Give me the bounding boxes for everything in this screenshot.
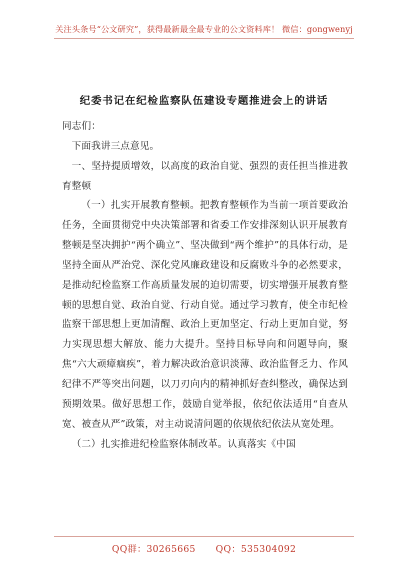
paragraph: 下面我讲三点意见。: [71, 140, 160, 152]
document-title: 纪委书记在纪检监察队伍建设专题推进会上的讲话: [79, 95, 329, 107]
footer-qq-group: QQ群：30265665: [111, 544, 196, 555]
paragraph: （二）扎实推进纪检监察体制改革。认真落实《中国: [71, 438, 296, 450]
section-heading: 一、坚持提质增效，以高度的政治自觉、强烈的责任担当推进教育整顿: [62, 160, 348, 192]
paragraph: （一）扎实开展教育整顿。把教育整顿作为当前一项首要政治任务，全面贯彻党中央决策部署和省委工作安排深刻认识开展教育整顿是坚决拥护“两个确立”、坚决做到“两个维护”的具体行动，是坚持全面从严治党、深化党风廉政建设和反腐败斗争的必然要求，是推动纪检监察工作高质量发展的迫切需要，切实增强开展教育整顿的思想自觉、政治自觉、行动自觉。通过学习教育，使全市纪检监察干部思想上更加清醒、政治上更加坚定、行动上更加自觉，努力实现思想大解放、能力大提升。坚持目标导向和问题导向，聚焦“六大顽瘴痼疾”，着力解决政治意识淡薄、政治监督乏力、作风纪律不严等突出问题，以刀刃向内的精神抓好查纠整改，确保达到预期效果。做好思想工作，鼓励自觉举报，依纪依法适用“自查从宽、被查从严”政策，对主动说清问题的依规依纪依法从宽处理。: [62, 200, 348, 430]
header-divider: [54, 38, 354, 39]
header-banner: 关注头条号“公文研究”，获得最新最全最专业的公文资料库！ 微信：gongwenyj: [55, 24, 353, 34]
footer-divider: [54, 536, 354, 537]
footer-qq: QQ：535304092: [215, 544, 297, 555]
salutation: 同志们：: [62, 121, 101, 132]
document-body: [62, 117, 348, 454]
footer: [0, 541, 408, 555]
